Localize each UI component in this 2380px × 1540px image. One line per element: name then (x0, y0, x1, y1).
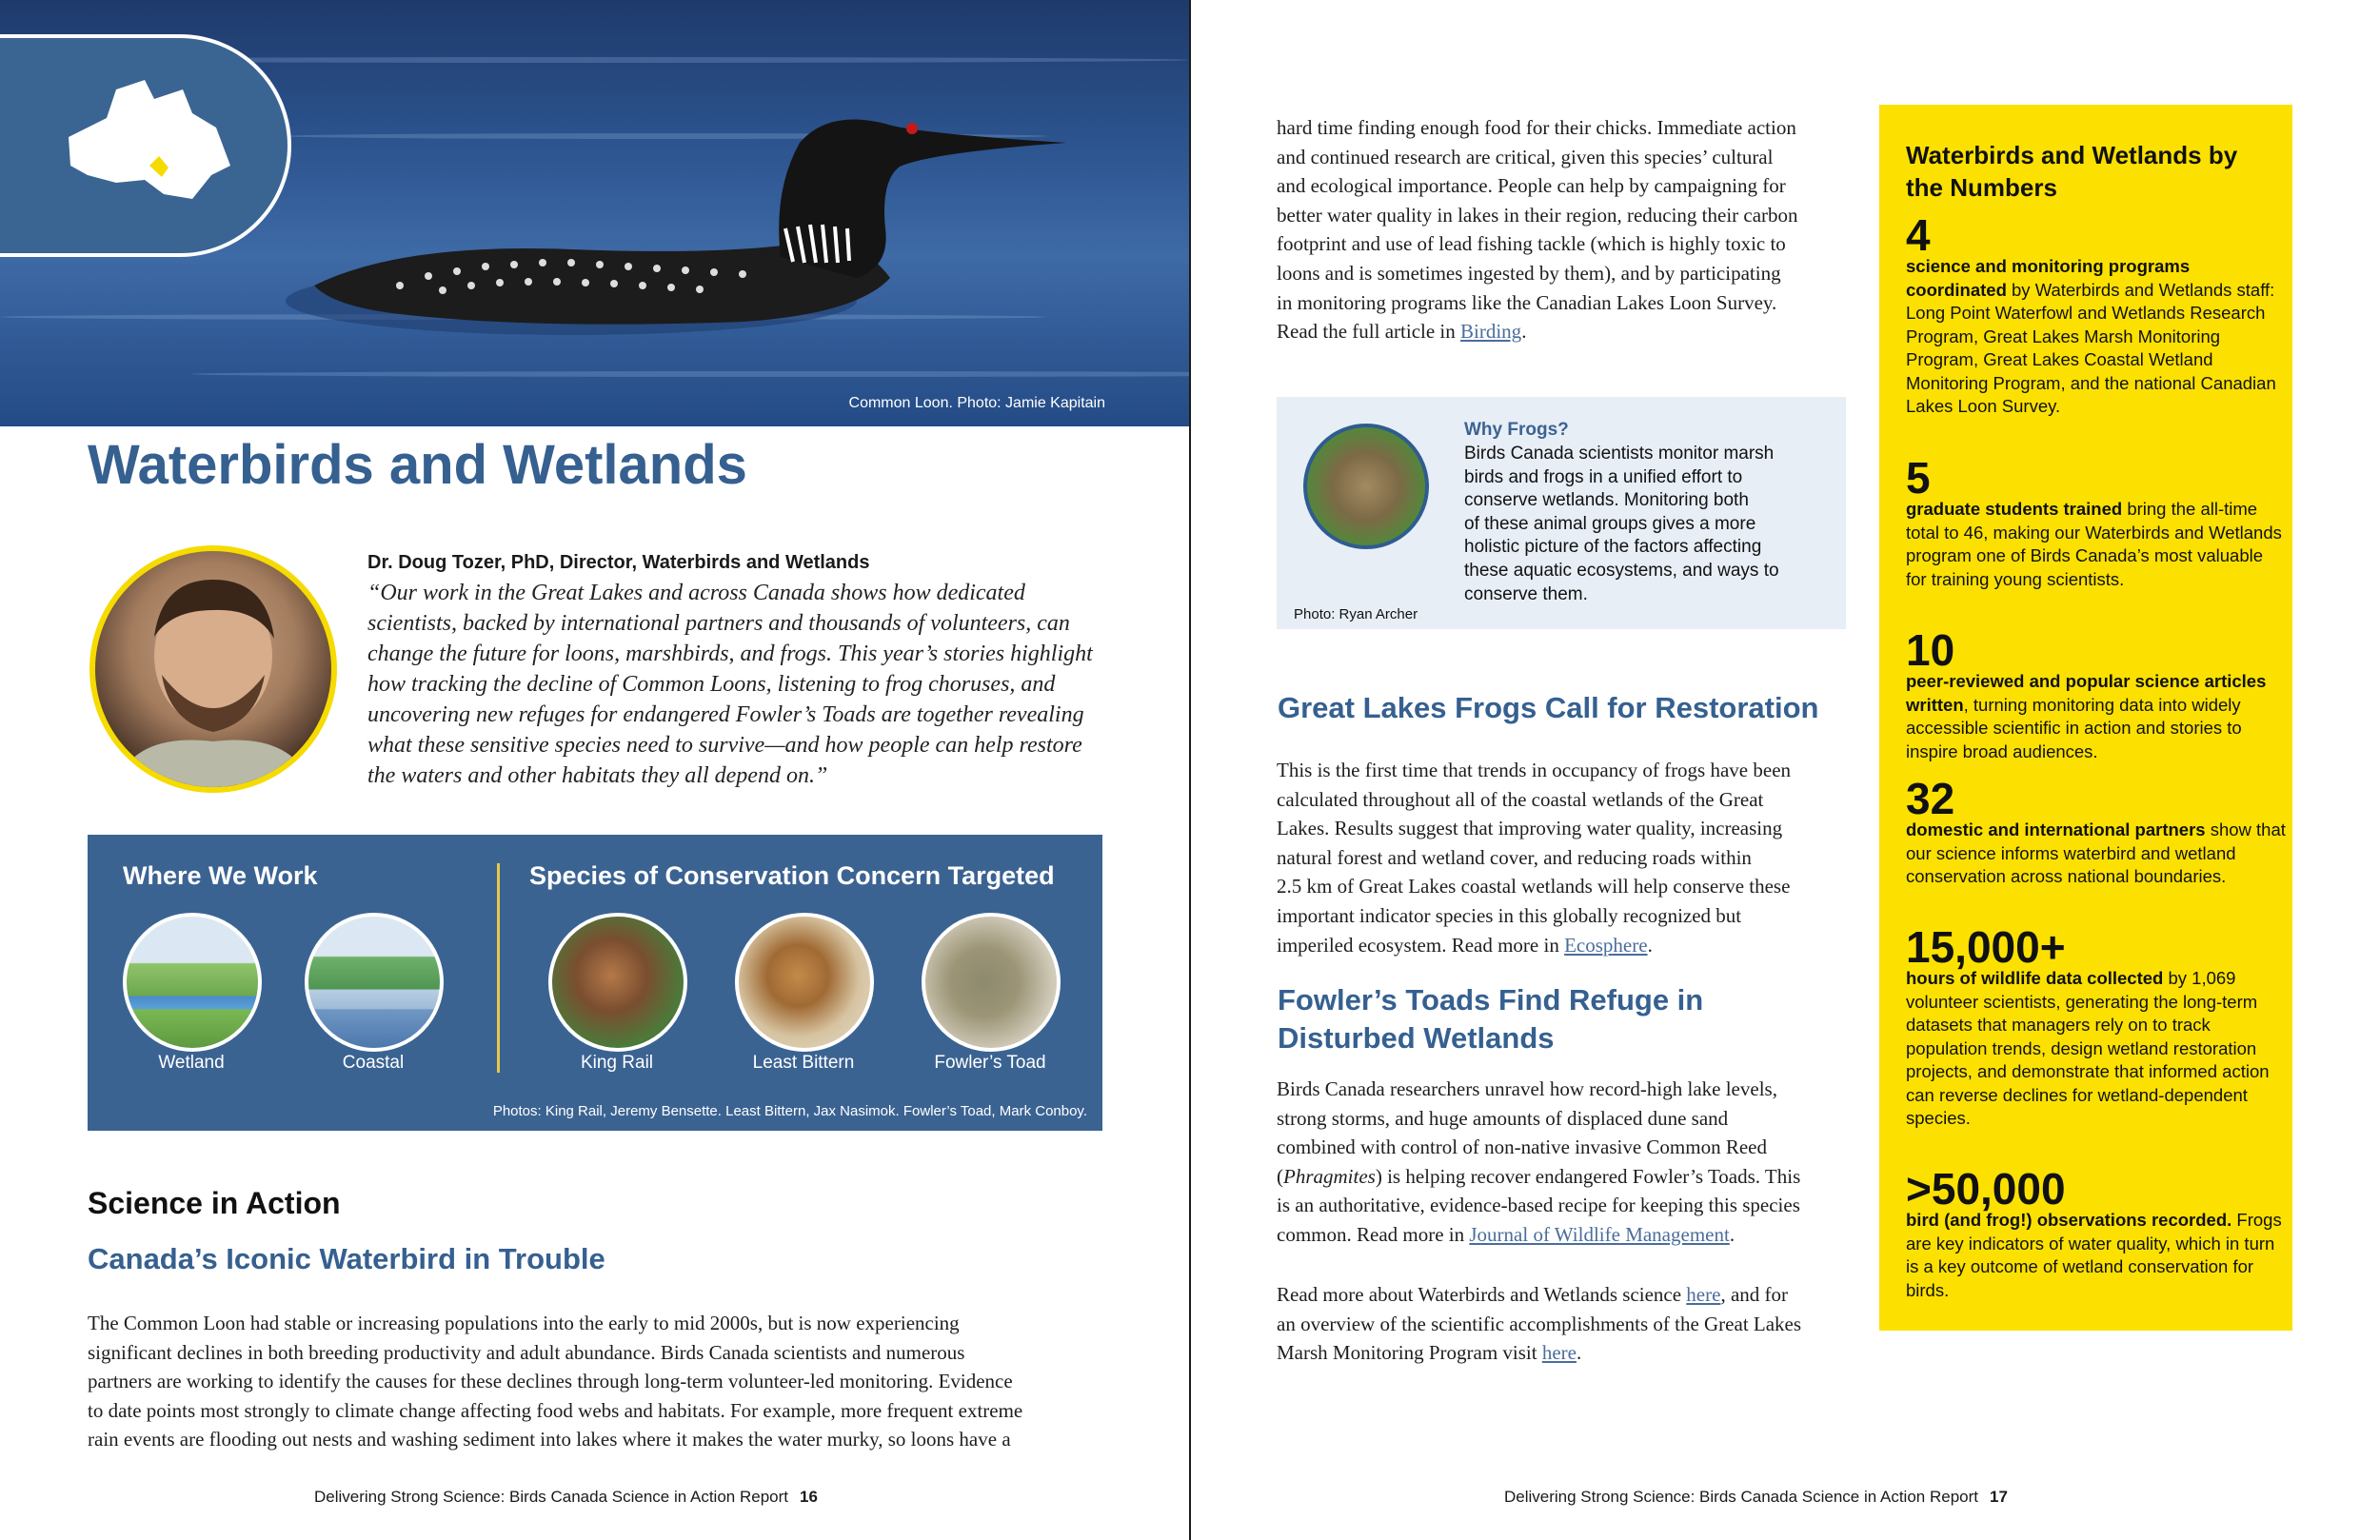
director-portrait (89, 545, 337, 793)
right-page (1191, 0, 2380, 1540)
stat-description: peer-reviewed and popular science articles written, turning monitoring data into widely accessible scientific in action and stories to inspire broad audiences. (1906, 671, 2267, 761)
loon-paragraph: The Common Loon had stable or increasing populations into the early to mid 2000s, but is now experiencing significant declines in both breeding productivity and adult abundance. Birds Canada scientists and numerous partners are working to identify the causes for these declines through long-term volunteer-led monitoring. Evidence to date points most strongly to climate change affecting food webs and habitats. For example, more frequent extreme rain events are flooding out nests and washing sediment into lakes where it makes the water murky, so loons have a (88, 1312, 1023, 1451)
canada-map-icon (50, 61, 240, 223)
fowlers-toad-photo (922, 913, 1061, 1052)
page-number-right: 17 (1990, 1488, 2008, 1506)
ecosphere-link[interactable]: Ecosphere (1564, 933, 1648, 957)
by-the-numbers-sidebar (1879, 105, 2292, 1331)
hero-photo-loon (0, 0, 1189, 426)
marsh-monitoring-link[interactable]: here (1541, 1341, 1577, 1365)
wildlife-management-link[interactable]: Journal of Wildlife Management (1469, 1222, 1730, 1246)
read-more-paragraph: Read more about Waterbirds and Wetlands science here, and for an overview of the scientific accomplishments of the Great Lakes Marsh Monitoring Program visit here. (1277, 1283, 1802, 1365)
stat-description: bird (and frog!) observations recorded. Frogs are key indicators of water quality, which in turn is a key outcome of wetland conservation for birds. (1906, 1210, 2282, 1300)
footer-left: Delivering Strong Science: Birds Canada Science in Action Report 16 (314, 1488, 818, 1506)
page-number-left: 16 (800, 1488, 818, 1506)
birding-link[interactable]: Birding (1460, 320, 1522, 344)
stat-description: science and monitoring programs coordinated by Waterbirds and Wetlands staff: Long Point Waterfowl and Wetlands Research Program, Great Lakes Marsh Monitoring Program, Great Lakes Coastal Wetland Monitoring Program, and the national Canadian Lakes Loon Survey. (1906, 256, 2276, 416)
habitat-label-wetland: Wetland (158, 1053, 225, 1073)
frogs-paragraph: This is the first time that trends in occupancy of frogs have been calculated throughout all of the coastal wetlands of the Great Lakes. Results suggest that improving water quality, increasing natural forest and wetland cover, and reducing roads within 2.5 km of Great Lakes coastal wetlands will help conserve these important indicator species in this globally recognized but imperiled ecosystem. Read more in Ecosphere. (1277, 759, 1792, 957)
stat-number: 15,000+ (1906, 922, 2066, 972)
portrait-figure (95, 551, 331, 787)
stat-number: >50,000 (1906, 1164, 2066, 1214)
loon-heading: Canada’s Iconic Waterbird in Trouble (88, 1242, 605, 1275)
where-we-work-heading: Where We Work (123, 861, 318, 890)
hero-photo-credit: Common Loon. Photo: Jamie Kapitain (848, 395, 1105, 411)
page-title: Waterbirds and Wetlands (88, 434, 747, 496)
coastal-icon (305, 913, 444, 1052)
least-bittern-photo (735, 913, 874, 1052)
info-box-photo-credit: Photos: King Rail, Jeremy Bensette. Least Bittern, Jax Nasimok. Fowler’s Toad, Mark Conboy. (492, 1103, 1087, 1119)
director-quote: “Our work in the Great Lakes and across Canada shows how dedicated scientists, backed by international partners and thousands of volunteers, can change the future for loons, marshbirds, and frogs. This year’s stories highlight how tracking the decline of Common Loons, listening to frog choruses, and uncovering new refuges for endangered Fowler’s Toads are together revealing what these sensitive species need to survive—and how people can help restore the waters and other habitats they all depend on.” (367, 581, 1093, 788)
king-rail-photo (548, 913, 687, 1052)
why-frogs-title: Why Frogs? (1464, 420, 1569, 440)
frog-photo (1303, 424, 1429, 549)
why-frogs-text: Birds Canada scientists monitor marsh birds and frogs in a unified effort to conserve wetlands. Monitoring both of these animal groups gives a more holistic picture of the factors affecting these aquatic ecosystems, and ways to conserve them. (1464, 444, 1779, 604)
species-label-least-bittern: Least Bittern (752, 1053, 855, 1073)
director-name: Dr. Doug Tozer, PhD, Director, Waterbirds and Wetlands (367, 552, 870, 573)
box-divider (497, 863, 500, 1073)
wetland-icon (123, 913, 262, 1052)
species-label-king-rail: King Rail (580, 1053, 654, 1073)
toads-heading: Fowler’s Toads Find Refuge in Disturbed Wetlands (1278, 983, 1704, 1055)
stat-description: domestic and international partners show that our science informs waterbird and wetland conservation across national boundaries. (1906, 819, 2286, 886)
footer-right: Delivering Strong Science: Birds Canada Science in Action Report 17 (1504, 1488, 2008, 1506)
loon-paragraph-continued: hard time finding enough food for their chicks. Immediate action and continued research are critical, given this species’ cultural and ecological importance. People can help by campaigning for better water quality in lakes in their region, reducing their carbon footprint and use of lead fishing tackle (which is highly toxic to loons and is sometimes ingested by them), and by participating in monitoring programs like the Canadian Lakes Loon Survey. Read the full article in Birding. (1277, 116, 1798, 344)
species-label-fowlers-toad: Fowler’s Toad (934, 1053, 1046, 1073)
why-frogs-box (1277, 397, 1846, 629)
stat-number: 10 (1906, 625, 1955, 675)
frogs-heading: Great Lakes Frogs Call for Restoration (1278, 691, 1819, 724)
left-page (0, 0, 1189, 1540)
stat-number: 5 (1906, 453, 1931, 503)
stats-title: Waterbirds and Wetlands by the Numbers (1906, 141, 2238, 202)
stat-number: 32 (1906, 774, 1955, 823)
waterbirds-science-link[interactable]: here (1686, 1283, 1721, 1306)
toads-paragraph: Birds Canada researchers unravel how record-high lake levels, strong storms, and huge amounts of displaced dune sand combined with control of non-native invasive Common Reed (Phragmites) is helping recover endangered Fowler’s Toads. This is an authoritative, evidence-based recipe for keeping this species common. Read more in Journal of Wildlife Management. (1277, 1077, 1801, 1246)
science-in-action-heading: Science in Action (88, 1186, 341, 1220)
stat-description: hours of wildlife data collected by 1,069 volunteer scientists, generating the long-term datasets that managers rely on to track population trends, design wetland restoration projects, and demonstrate that informed action can reverse declines for wetland-dependent species. (1906, 968, 2270, 1128)
frog-photo-credit: Photo: Ryan Archer (1294, 606, 1418, 622)
where-we-work-box (88, 835, 1102, 1131)
stat-description: graduate students trained bring the all-time total to 46, making our Waterbirds and Wetlands program one of Birds Canada’s most valuable for training young scientists. (1906, 499, 2282, 589)
habitat-label-coastal: Coastal (342, 1053, 405, 1073)
species-heading: Species of Conservation Concern Targeted (529, 861, 1055, 890)
stat-number: 4 (1906, 210, 1931, 260)
canada-map-badge (0, 34, 291, 257)
